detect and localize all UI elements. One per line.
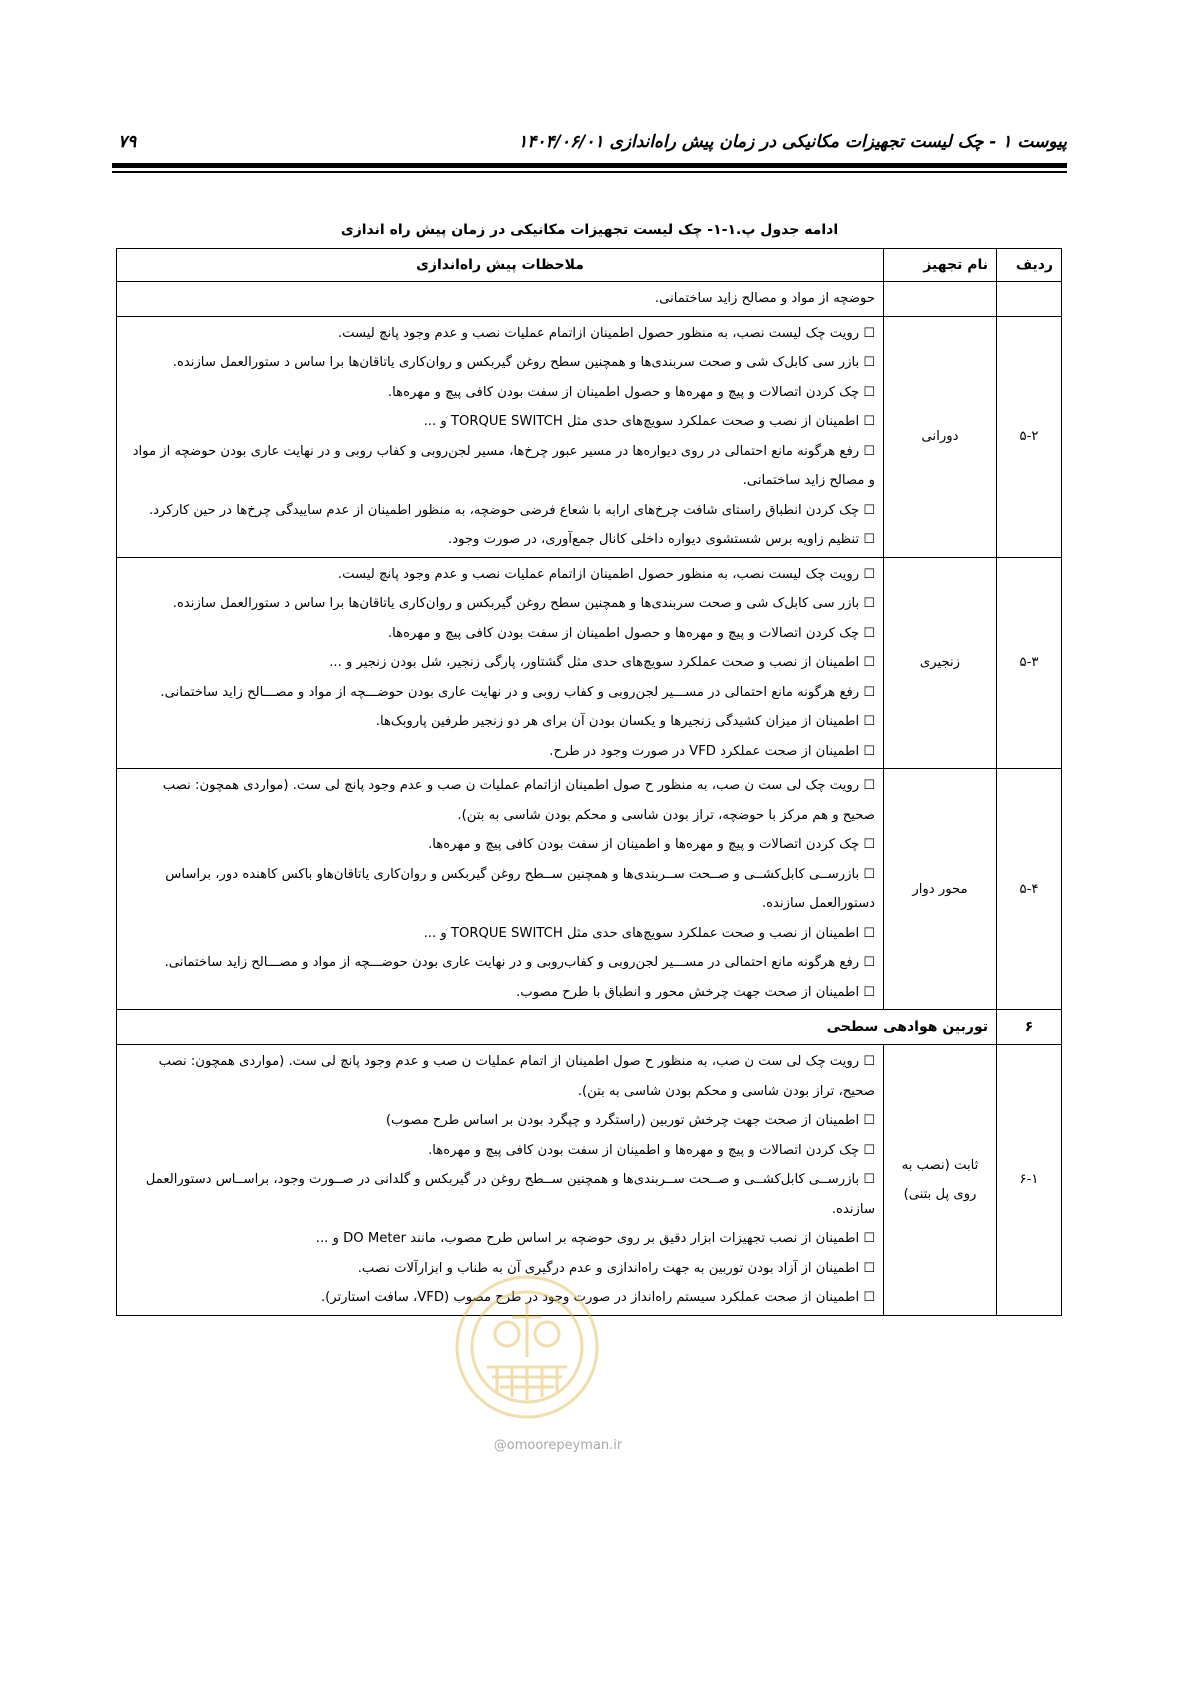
checkbox-icon: ☐ [863,596,875,611]
checklist-text: اطمینان از نصب و صحت عملکرد سویچ‌های حدی مثل گشتاور، پارگی زنجیر، شل بودن زنجیر و ... [329,655,860,670]
checklist-text: رفع هرگونه مانع احتمالی در روی دیواره‌ها در مسیر عبور چرخ‌ها، مسیر لجن‌روبی و کفاب روبی و در نهایت عاری بودن حوضچه از مواد و مصالح زاید ساختمانی. [132,443,875,488]
checklist-item [127,619,875,649]
checklist-text: اطمینان از نصب تجهیزات ابزار دقیق بر روی حوضچه بر اساس طرح مصوب، مانند DO Meter و ... [315,1231,860,1246]
checkbox-icon: ☐ [863,1142,875,1158]
checklist-text: بازرســی کابل‌کشــی و صــحت ســربندی‌ها و همچنین ســطح روغن گیربکس و روان‌کاری یاتاقان‌هاو باکس کاهنده دور، براساس دستورالعمل سازنده. [165,866,875,911]
checklist-item [127,560,875,590]
checklist-item [127,948,875,978]
checklist-item [127,1106,875,1136]
checklist-item [127,978,875,1008]
checkbox-icon: ☐ [863,1231,875,1246]
checklist-text: رفع هرگونه مانع احتمالی در مســـیر لجن‌روبی و کفاب روبی و در نهایت عاری بودن حوضـــچه از مواد و مصـــالح زاید ساختمانی. [160,684,860,700]
checkbox-icon: ☐ [863,714,875,729]
checklist-item [127,707,875,737]
checklist-item [127,378,875,408]
page-number: ۷۹ [118,132,137,152]
checklist-text: چک کردن اتصالات و پیچ و مهره‌ها و حصول اطمینان از سفت بودن کافی پیچ و مهره‌ها. [387,625,860,641]
checklist-text: چک کردن انطباق راستای شافت چرخ‌های ارابه با شعاع فرضی حوضچه، به منظور اطمینان از عدم ساییدگی چرخ‌ها در حین کارکرد. [148,502,860,518]
checklist-item [127,771,875,830]
table-row [117,282,1062,317]
checklist-text: اطمینان از صحت جهت چرخش محور و انطباق با طرح مصوب. [516,984,860,1000]
checklist-item [127,1165,875,1224]
checkbox-icon: ☐ [863,984,875,1000]
checklist-item [127,589,875,619]
row-number [997,282,1062,317]
table-row [117,557,1062,769]
row-number: ۵-۴ [997,769,1062,1010]
checkbox-icon: ☐ [863,384,875,400]
checkbox-icon: ☐ [863,1113,875,1128]
table-header-row [117,249,1062,282]
notes-cell [117,557,884,769]
equipment-name: دورانی [884,316,997,557]
checklist-text: اطمینان از آزاد بودن توربین به جهت راه‌اندازی و عدم درگیری آن به طناب و ابزارآلات نصب. [357,1260,860,1276]
checklist-text: اطمینان از صحت عملکرد VFD در صورت وجود در طرح. [549,743,860,759]
checklist-text: رفع هرگونه مانع احتمالی در مســـیر لجن‌روبی و کفاب‌روبی و در نهایت عاری بودن حوضـــچه از مواد و مصـــالح زاید ساختمانی. [164,955,860,970]
checklist-text: چک کردن اتصالات و پیچ و مهره‌ها و اطمینان از سفت بودن کافی پیچ و مهره‌ها. [428,1142,860,1158]
checkbox-icon: ☐ [863,443,875,459]
equipment-name-line: ثابت (نصب به [901,1157,979,1173]
checkbox-icon: ☐ [863,625,875,641]
column-header-row: ردیف [997,249,1062,282]
row-number: ۶-۱ [997,1045,1062,1316]
header-rule-thick [112,163,1067,168]
table-caption: ادامه جدول پ.۱-۱- چک لیست تجهیزات مکانیکی در زمان پیش راه اندازی [340,222,839,238]
checkbox-icon: ☐ [863,925,875,941]
equipment-name [884,282,997,317]
checklist-item [127,648,875,678]
row-number: ۵-۲ [997,316,1062,557]
equipment-name: محور دوار [884,769,997,1010]
table-body [117,282,1062,1316]
page-header [112,128,1067,168]
footer-url: @omoorepeyman.ir [493,1438,623,1453]
checklist-item [127,678,875,708]
seal-watermark [452,1272,602,1422]
checkbox-icon: ☐ [863,655,875,670]
column-header-notes: ملاحظات پیش راه‌اندازی [117,249,884,282]
section-row [117,1010,1062,1045]
checklist-item [127,1047,875,1106]
notes-cell [117,769,884,1010]
checkbox-icon: ☐ [863,502,875,518]
checklist-text: تنظیم زاویه برس شستشوی دیواره داخلی کانال جمع‌آوری، در صورت وجود. [448,532,860,547]
checklist-text: چک کردن اتصالات و پیچ و مهره‌ها و اطمینان از سفت بودن کافی پیچ و مهره‌ها. [428,837,860,852]
checklist-table [116,248,1062,1316]
checkbox-icon: ☐ [863,532,875,547]
checkbox-icon: ☐ [863,355,875,370]
checklist-item [127,319,875,349]
checklist-text: بازر سی کابل‌ک شی و صحت سربندی‌ها و همچنین سطح روغن گیربکس و روان‌کاری یاتاقان‌ها برا ساس د ستورالعمل سازنده. [172,596,860,611]
checklist-item [127,496,875,526]
column-header-equipment: نام تجهیز [884,249,997,282]
checklist-text: اطمینان از صحت عملکرد سیستم راه‌انداز در صورت وجود در طرح مصوب (VFD، سافت استارتر). [320,1290,860,1305]
checklist-text: اطمینان از نصب و صحت عملکرد سویچ‌های حدی مثل TORQUE SWITCH و ... [423,414,860,429]
checkbox-icon: ☐ [863,414,875,429]
section-title: توربین هوادهی سطحی [117,1010,997,1045]
checklist-text: حوضچه از مواد و مصالح زاید ساختمانی. [654,291,875,306]
checklist-item [127,830,875,860]
checkbox-icon: ☐ [863,684,875,700]
equipment-name-line: روی پل بتنی) [903,1186,977,1202]
notes-cell [117,282,884,317]
checklist-item [127,284,875,314]
checkbox-icon: ☐ [863,837,875,852]
table-row [117,316,1062,557]
section-number: ۶ [997,1010,1062,1045]
checklist-item [127,348,875,378]
checklist-item [127,860,875,919]
checkbox-icon: ☐ [863,1260,875,1276]
equipment-name: زنجیری [884,557,997,769]
header-rule-thin [112,171,1067,173]
checklist-text: رویت چک لیست نصب، به منظور حصول اطمینان ازاتمام عملیات نصب و عدم وجود پانچ لیست. [337,566,860,582]
checkbox-icon: ☐ [863,955,875,970]
checklist-text: چک کردن اتصالات و پیچ و مهره‌ها و حصول اطمینان از سفت بودن کافی پیچ و مهره‌ها. [387,384,860,400]
checklist-item [127,919,875,949]
checkbox-icon: ☐ [863,566,875,582]
checklist-item [127,737,875,767]
row-number: ۵-۳ [997,557,1062,769]
checkbox-icon: ☐ [863,778,875,793]
checklist-text: رویت چک لیست نصب، به منظور حصول اطمینان ازاتمام عملیات نصب و عدم وجود پانچ لیست. [337,325,860,341]
checkbox-icon: ☐ [863,325,875,341]
checklist-text: رویت چک لی ست ن صب، به منظور ح صول اطمینان از اتمام عملیات ن صب و عدم وجود پانچ لی ست. (مواردی همچون: نصب صحیح، تراز بودن شاسی و محکم بودن شاسی به بتن). [158,1054,875,1099]
checklist-item [127,407,875,437]
notes-cell [117,316,884,557]
checkbox-icon: ☐ [863,1172,875,1187]
checklist-text: اطمینان از نصب و صحت عملکرد سویچ‌های حدی مثل TORQUE SWITCH و ... [423,925,860,941]
checklist-text: رویت چک لی ست ن صب، به منظور ح صول اطمینان ازاتمام عملیات ن صب و عدم وجود پانچ لی ست. (مواردی همچون: نصب صحیح و هم مرکز با حوضچه، تراز بودن شاسی و محکم بودن شاسی به بتن). [162,778,875,823]
checkbox-icon: ☐ [863,1054,875,1069]
table-row [117,769,1062,1010]
checklist-text: اطمینان از میزان کشیدگی زنجیرها و یکسان بودن آن برای هر دو زنجیر طرفین پاروبک‌ها. [375,714,860,729]
checkbox-icon: ☐ [863,743,875,759]
checkbox-icon: ☐ [863,1290,875,1305]
header-title: پیوست ۱ - چک لیست تجهیزات مکانیکی در زمان پیش راه‌اندازی ۱۴۰۴/۰۶/۰۱ [518,132,1067,152]
checklist-item [127,437,875,496]
checklist-item [127,1224,875,1254]
checklist-item [127,525,875,555]
checklist-text: اطمینان از صحت جهت چرخش توربین (راستگرد و چپگرد بودن بر اساس طرح مصوب) [385,1113,860,1128]
checklist-text: بازرســی کابل‌کشــی و صــحت ســربندی‌ها و همچنین ســطح روغن در گیربکس و گلدانی در صــورت وجود، براســاس دستورالعمل سازنده. [145,1172,875,1217]
equipment-name [884,1045,997,1316]
checklist-item [127,1136,875,1166]
checkbox-icon: ☐ [863,866,875,882]
checklist-text: بازر سی کابل‌ک شی و صحت سربندی‌ها و همچنین سطح روغن گیربکس و روان‌کاری یاتاقان‌ها برا ساس د ستورالعمل سازنده. [172,355,860,370]
